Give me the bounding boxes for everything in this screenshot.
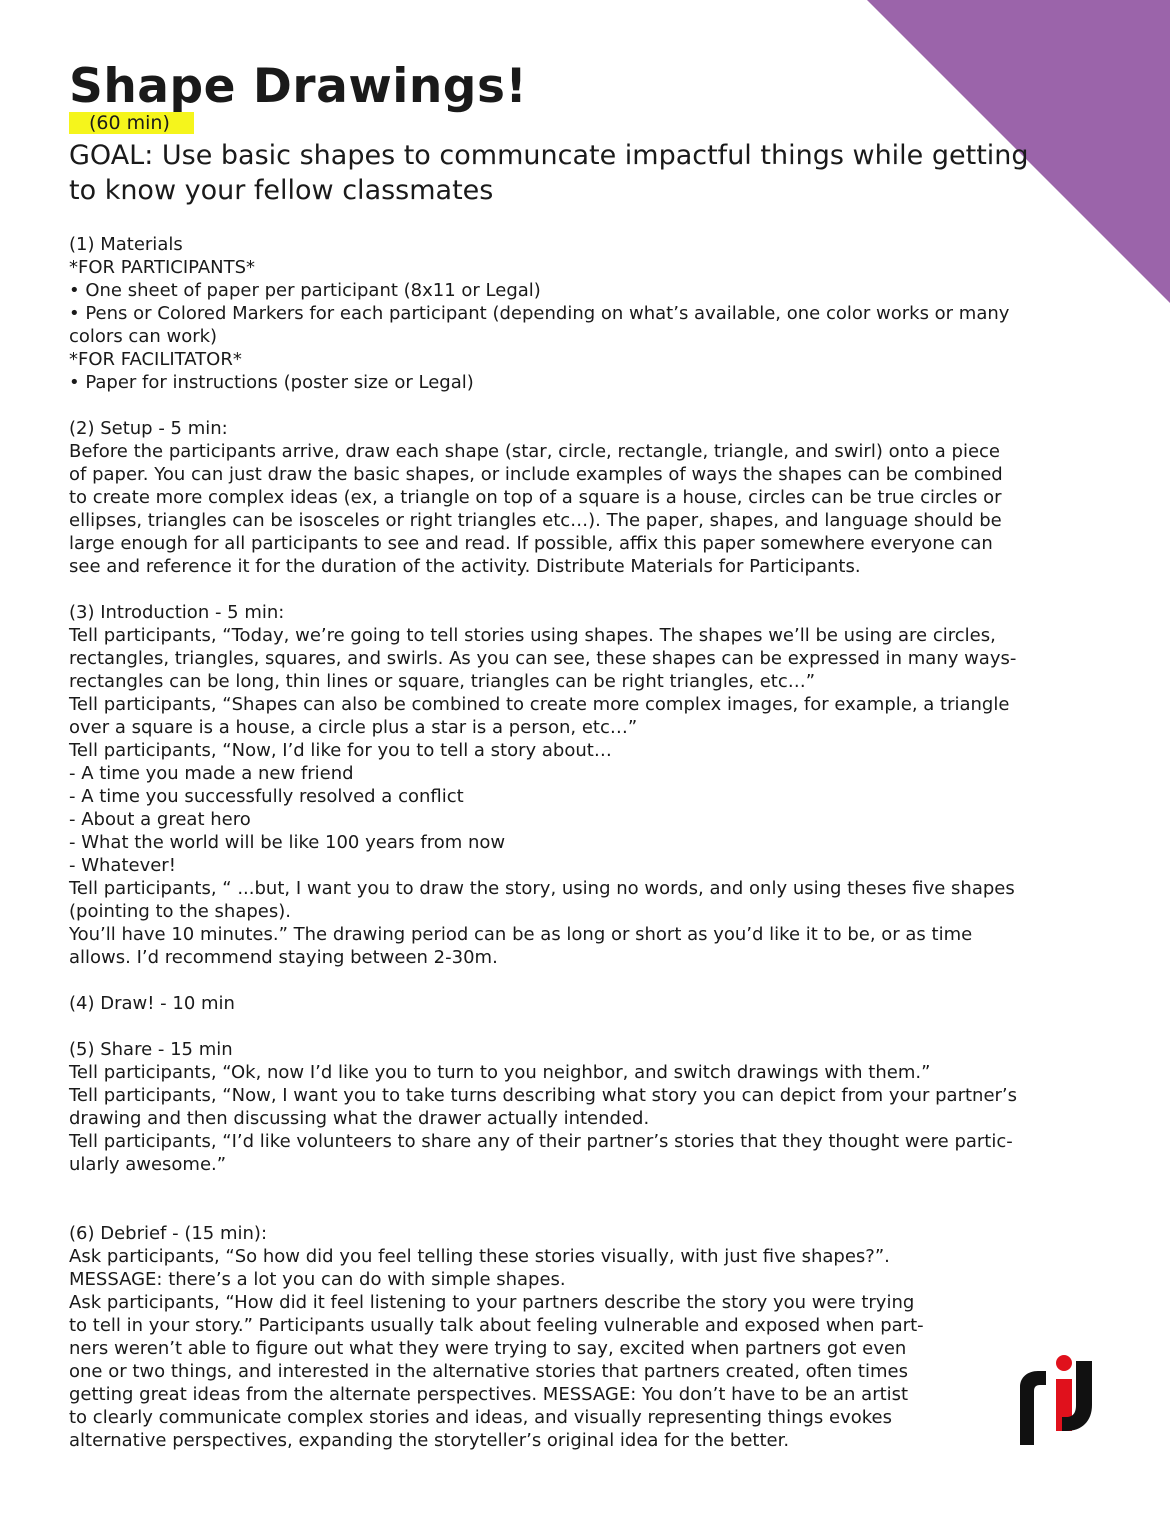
text-line: *FOR FACILITATOR* bbox=[69, 349, 242, 370]
text-line: getting great ideas from the alternate perspectives. MESSAGE: You don’t have to be an artist bbox=[69, 1384, 909, 1405]
text-line: one or two things, and interested in the alternative stories that partners created, often times bbox=[69, 1361, 908, 1382]
text-line: Ask participants, “So how did you feel telling these stories visually, with just five shapes?”. bbox=[69, 1246, 890, 1267]
page-title: Shape Drawings! bbox=[69, 59, 528, 114]
text-line: *FOR PARTICIPANTS* bbox=[69, 257, 256, 278]
text-line: alternative perspectives, expanding the storyteller’s original idea for the better. bbox=[69, 1430, 790, 1451]
section-heading: (3) Introduction - 5 min: bbox=[69, 602, 285, 623]
text-line: Tell participants, “ ...but, I want you to draw the story, using no words, and only using theses five shapes bbox=[69, 878, 1015, 899]
text-line: You’ll have 10 minutes.” The drawing period can be as long or short as you’d like it to be, or as time bbox=[69, 924, 973, 945]
text-line: Tell participants, “I’d like volunteers to share any of their partner’s stories that they thought were partic- bbox=[69, 1131, 1013, 1152]
section-share bbox=[69, 1038, 1099, 1176]
section-heading: (5) Share - 15 min bbox=[69, 1039, 233, 1060]
text-line: Tell participants, “Today, we’re going to tell stories using shapes. The shapes we’ll be using are circles, bbox=[69, 625, 996, 646]
text-line: rectangles can be long, thin lines or square, triangles can be right triangles, etc…” bbox=[69, 671, 816, 692]
text-line: drawing and then discussing what the drawer actually intended. bbox=[69, 1108, 650, 1129]
text-line: over a square is a house, a circle plus a star is a person, etc…” bbox=[69, 717, 638, 738]
duration-badge: (60 min) bbox=[69, 112, 194, 134]
text-line: allows. I’d recommend staying between 2-30m. bbox=[69, 947, 498, 968]
text-line: (pointing to the shapes). bbox=[69, 901, 291, 922]
text-line: • Pens or Colored Markers for each participant (depending on what’s available, one color works or many bbox=[69, 303, 1010, 324]
list-item: - Whatever! bbox=[69, 855, 176, 876]
text-line: Tell participants, “Shapes can also be combined to create more complex images, for example, a triangle bbox=[69, 694, 1010, 715]
goal-statement bbox=[69, 138, 1099, 208]
section-materials bbox=[69, 233, 1099, 394]
text-line: see and reference it for the duration of the activity. Distribute Materials for Participants. bbox=[69, 556, 861, 577]
text-line: • Paper for instructions (poster size or Legal) bbox=[69, 372, 474, 393]
section-heading: (1) Materials bbox=[69, 234, 183, 255]
section-setup bbox=[69, 417, 1099, 578]
text-line: rectangles, triangles, squares, and swirls. As you can see, these shapes can be expressed in many ways- bbox=[69, 648, 1017, 669]
section-heading: (6) Debrief - (15 min): bbox=[69, 1223, 268, 1244]
text-line: of paper. You can just draw the basic shapes, or include examples of ways the shapes can be combined bbox=[69, 464, 1003, 485]
text-line: to tell in your story.” Participants usually talk about feeling vulnerable and exposed when part- bbox=[69, 1315, 924, 1336]
document-content bbox=[69, 60, 1099, 1475]
list-item: - What the world will be like 100 years from now bbox=[69, 832, 506, 853]
section-introduction bbox=[69, 601, 1099, 969]
section-draw bbox=[69, 992, 1099, 1015]
text-line: Ask participants, “How did it feel listening to your partners describe the story you were trying bbox=[69, 1292, 915, 1313]
text-line: ners weren’t able to figure out what they were trying to say, excited when partners got even bbox=[69, 1338, 907, 1359]
text-line: colors can work) bbox=[69, 326, 218, 347]
section-heading: (4) Draw! - 10 min bbox=[69, 993, 235, 1014]
list-item: - About a great hero bbox=[69, 809, 251, 830]
text-line: Before the participants arrive, draw each shape (star, circle, rectangle, triangle, and swirl) onto a piece bbox=[69, 441, 1000, 462]
instructions-body bbox=[69, 233, 1099, 1452]
text-line: Tell participants, “Now, I’d like for you to tell a story about… bbox=[69, 740, 612, 761]
text-line: ularly awesome.” bbox=[69, 1154, 227, 1175]
text-line: MESSAGE: there’s a lot you can do with simple shapes. bbox=[69, 1269, 566, 1290]
list-item: - A time you made a new friend bbox=[69, 763, 354, 784]
text-line: Tell participants, “Ok, now I’d like you to turn to you neighbor, and switch drawings with them.” bbox=[69, 1062, 931, 1083]
text-line: • One sheet of paper per participant (8x11 or Legal) bbox=[69, 280, 541, 301]
text-line: to create more complex ideas (ex, a triangle on top of a square is a house, circles can be true circles or bbox=[69, 487, 1002, 508]
goal-line: GOAL: Use basic shapes to communcate impactful things while getting bbox=[69, 140, 1029, 171]
text-line: ellipses, triangles can be isosceles or right triangles etc…). The paper, shapes, and language should be bbox=[69, 510, 1002, 531]
text-line: large enough for all participants to see and read. If possible, affix this paper somewhere everyone can bbox=[69, 533, 993, 554]
list-item: - A time you successfully resolved a conflict bbox=[69, 786, 464, 807]
section-debrief bbox=[69, 1222, 1099, 1452]
goal-line: to know your fellow classmates bbox=[69, 175, 494, 206]
text-line: Tell participants, “Now, I want you to take turns describing what story you can depict from your partner’s bbox=[69, 1085, 1018, 1106]
text-line: to clearly communicate complex stories and ideas, and visually representing things evokes bbox=[69, 1407, 892, 1428]
section-heading: (2) Setup - 5 min: bbox=[69, 418, 228, 439]
